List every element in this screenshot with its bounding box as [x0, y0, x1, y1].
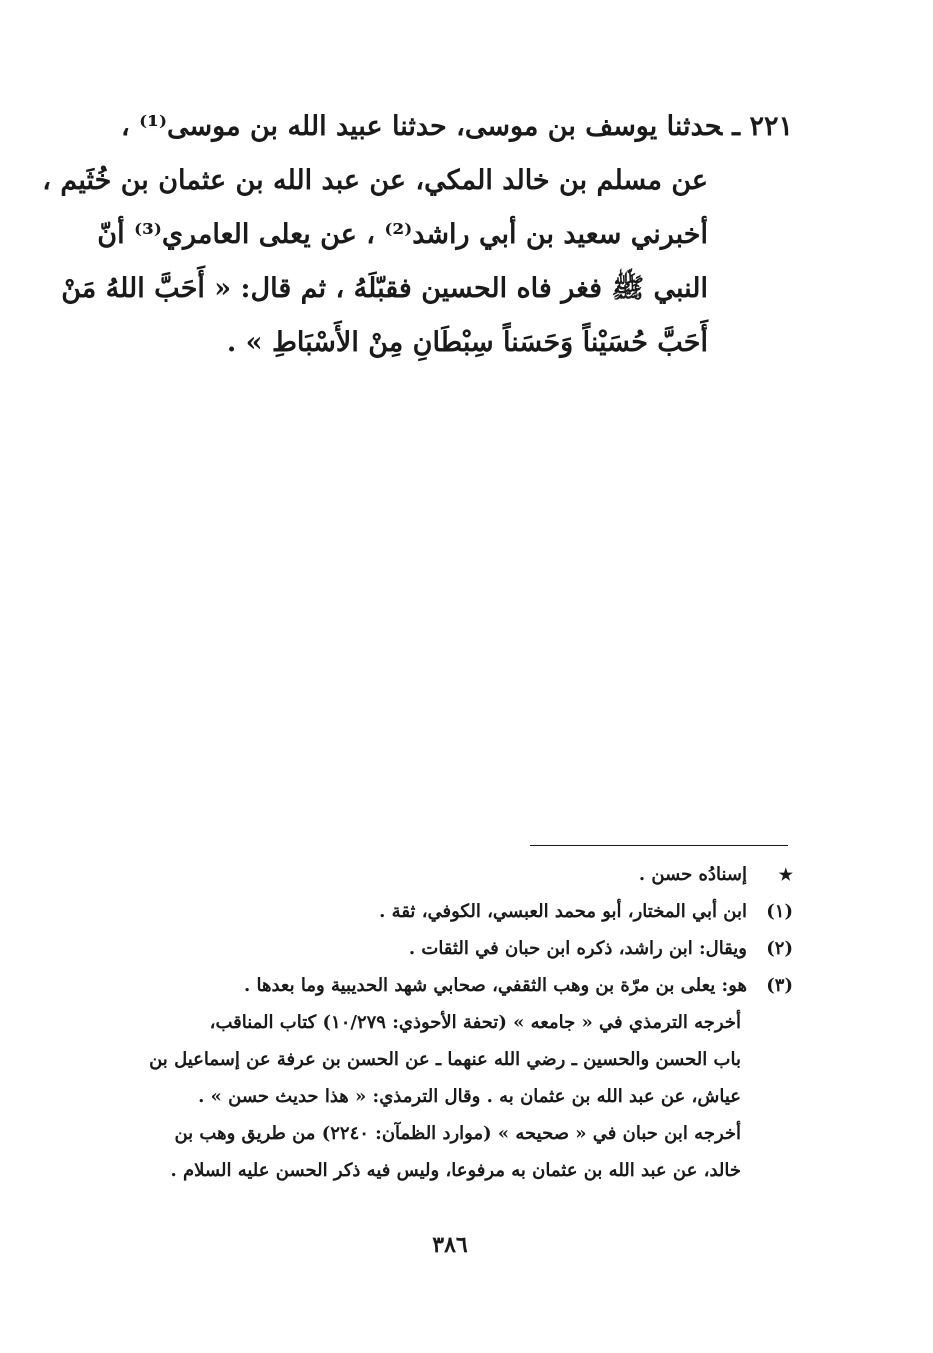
hadith-number: ٢٢١ ـ — [732, 111, 793, 142]
footnote-mark: (١) — [766, 901, 793, 922]
footnote-3-line: عياش، عن عبد الله بن عثمان به . وقال الترمذي: « هذا حديث حسن » . — [198, 1086, 741, 1107]
hadith-line-1: ٢٢١ ـحدثنا يوسف بن موسى، حدثنا عبيد الله بن موسى⁽¹⁾ ، — [121, 111, 793, 142]
footnote-3-line: أخرجه ابن حبان في « صحيحه » (موارد الظمآن: ٢٢٤٠) من طريق وهب بن — [174, 1123, 741, 1144]
hadith-text — [42, 100, 793, 370]
hadith-line-5: أَحَبَّ حُسَيْناً وَحَسَناً سِبْطَانِ مِنْ الأَسْبَاطِ » . — [226, 327, 708, 358]
footnote-mark: (٣) — [766, 975, 793, 996]
footnote-mark: (٢) — [766, 938, 793, 959]
footnote-3-line: خالد، عن عبد الله بن عثمان به مرفوعا، وليس فيه ذكر الحسن عليه السلام . — [170, 1160, 741, 1181]
footnote-3: (٣)هو: يعلى بن مرّة بن وهب الثقفي، صحابي شهد الحديبية وما بعدها . — [123, 967, 793, 1004]
star-mark: ★ — [778, 865, 793, 884]
footnote-3-line: باب الحسن والحسين ـ رضي الله عنهما ـ عن الحسن بن عرفة عن إسماعيل بن — [149, 1049, 741, 1070]
hadith-line-4: النبي ﷺ فغر فاه الحسين فقبّلَهُ ، ثم قال: « أَحَبَّ اللهُ مَنْ — [61, 273, 708, 304]
footnote-star — [123, 856, 793, 893]
page-number: ٣٨٦ — [432, 1232, 468, 1258]
footnote-divider — [530, 845, 788, 846]
footnote-3-line: أخرجه الترمذي في « جامعه » (تحفة الأحوذي: ١٠/٢٧٩) كتاب المناقب، — [209, 1012, 741, 1033]
hadith-line-3: أخبرني سعيد بن أبي راشد⁽²⁾ ، عن يعلى العامري⁽³⁾ أنّ — [97, 219, 708, 250]
footnote-2: (٢)ويقال: ابن راشد، ذكره ابن حبان في الثقات . — [123, 930, 793, 967]
footnote-1: (١)ابن أبي المختار، أبو محمد العبسي، الكوفي، ثقة . — [123, 893, 793, 930]
footnotes — [123, 856, 793, 1189]
isnad-grade: إسنادُه حسن . — [638, 864, 747, 885]
hadith-line-2: عن مسلم بن خالد المكي، عن عبد الله بن عثمان بن خُثَيم ، — [42, 165, 708, 196]
